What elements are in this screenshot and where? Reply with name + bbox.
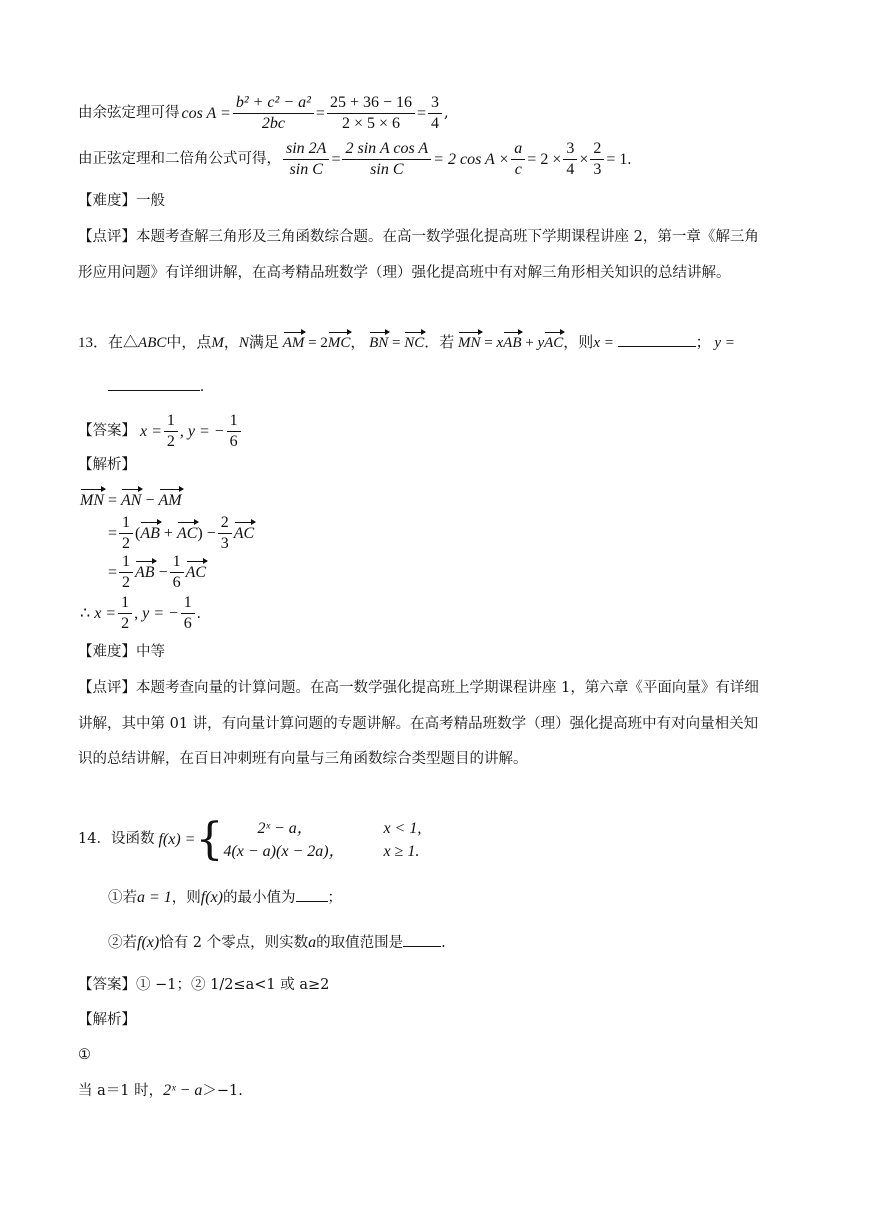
q13-conclusion: ∴ x = $\frac{1}{2}$ , y = − $\frac{1}{6}$ . — [80, 594, 201, 633]
sin-fraction-2: $\frac{\text{2 sin A cos A}}{\text{sin C}}$ — [342, 140, 431, 180]
piecewise-brace: { — [195, 814, 224, 865]
q13-analysis-tag: 【解析】 — [78, 457, 136, 473]
sub1-answer-blank — [296, 901, 328, 902]
sin-fraction-1: $\frac{\sin 2A}{\text{sin C}}$ — [283, 140, 329, 180]
q14-answer: 【答案】① −1；② 1/2≤a<1 或 a≥2 — [78, 977, 330, 993]
sub2-answer-blank — [403, 946, 441, 947]
q12-review-line-2: 形应用问题》有详细讲解，在高考精品班数学（理）强化提高班中有对解三角形相关知识的总结讲解。 — [78, 265, 731, 281]
q14-analysis-tag: 【解析】 — [78, 1012, 136, 1028]
q14-sub2: ②若f(x)恰有 2 个零点，则实数a的取值范围是 . — [108, 934, 446, 951]
q14-sub1: ①若a = 1，则f(x)的最小值为 ； — [108, 889, 342, 906]
q13-question: 13．在△ABC中，点M，N满足 AM = 2MC， BN = NC．若 MN = xAB + yAC，则x = ； y = — [78, 335, 735, 351]
a-over-c: $\frac{a}{c}$ — [511, 140, 525, 180]
q13-review-line-3: 识的总结讲解，在百日冲刺班有向量与三角函数综合类型题目的讲解。 — [78, 751, 528, 767]
q13-answer: 【答案】 x = $\frac{1}{2}$ , y = − $\frac{1}{6}$ — [78, 412, 243, 452]
q13-review-line-2: 讲解，其中第 01 讲，有向量计算问题的专题讲解。在高考精品班数学（理）强化提高班中有对向量相关知 — [78, 716, 759, 732]
cos-result: $\frac{3}{4}$ — [428, 94, 442, 134]
q14-question: 14．设函数 f(x) = { 2ˣ − a， x < 1, 4(x − a)(x − 2a)， x ≥ 1. — [78, 818, 473, 862]
q12-review-line-1: 【点评】本题考查解三角形及三角函数综合题。在高一数学强化提高班下学期课程讲座 2，第一章《解三角 — [78, 229, 759, 245]
y-answer-blank — [108, 390, 200, 391]
q14-analysis-line: 当 a＝1 时，2ˣ − a＞−1. — [78, 1082, 243, 1099]
q13-derivation-line-3: = $\frac{1}{2}$ AB − $\frac{1}{6}$ AC — [108, 553, 207, 592]
q13-question-cont: . — [108, 377, 204, 396]
q13-derivation-line-2: = $\frac{1}{2}$ (AB + AC) − $\frac{2}{3}$ AC — [108, 514, 255, 553]
cos-fraction-symbolic: $\frac{\text{b² + c² − a²}}{2bc}$ — [233, 94, 314, 134]
q12-difficulty: 【难度】一般 — [78, 193, 165, 209]
q13-review-line-1: 【点评】本题考查向量的计算问题。在高一数学强化提高班上学期课程讲座 1，第六章《平面向量》有详细 — [78, 680, 759, 696]
cos-fraction-numeric: $\frac{25 + 36 - 16}{2 \times 5 \times 6}$ — [327, 94, 415, 134]
sine-law-line: 由正弦定理和二倍角公式可得， $\frac{\sin 2A}{\text{sin C}}$ = $\frac{\text{2 sin A cos A}}{\text{sin C}}$ = 2 cos A × $\frac{a}{c}$ = 2 × $\frac{3}{4}$ × $\frac{2}{3}$ = 1. — [78, 140, 632, 179]
q13-derivation-line-1: MN = AN − AM — [80, 492, 182, 509]
x-answer-blank — [618, 346, 696, 347]
q13-difficulty: 【难度】中等 — [78, 644, 165, 660]
q14-part-1-marker: ① — [78, 1047, 91, 1063]
cosine-law-line: 由余弦定理可得 cos A = $\frac{\text{b² + c² − a²}}{2bc}$ = $\frac{25 + 36 - 16}{2 \times 5 \times 6}$ = $\frac{3}{4}$ , — [78, 94, 449, 133]
piecewise-cases: 2ˣ − a， x < 1, 4(x − a)(x − 2a)， x ≥ 1. — [223, 819, 422, 860]
